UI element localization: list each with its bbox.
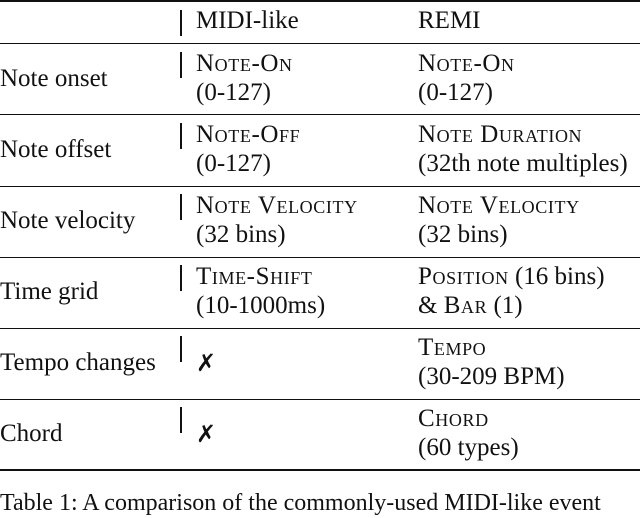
midi-note-off-token: Note-Off [196, 121, 301, 148]
midi-note-off-range: (0-127) [196, 150, 271, 177]
row-label-note-offset: Note offset [0, 136, 112, 163]
remi-position-token: Position [418, 263, 509, 290]
remi-bar-token: Bar [443, 292, 488, 319]
remi-note-on-token: Note-On [418, 50, 515, 77]
row-rule [0, 399, 640, 400]
remi-note-duration-range: (32th note multiples) [418, 150, 628, 177]
remi-bar-prefix: & [418, 292, 444, 319]
column-separator [180, 123, 182, 149]
row-label-note-velocity: Note velocity [0, 207, 136, 234]
remi-bar-cell [418, 291, 523, 321]
column-separator [180, 265, 182, 291]
remi-chord-token: Chord [418, 405, 489, 432]
midi-note-velocity-range: (32 bins) [196, 221, 286, 248]
remi-position-cell [418, 262, 605, 292]
midi-tempo-unsupported-mark: ✗ [196, 349, 217, 377]
table-top-rule [0, 0, 640, 2]
row-label-note-onset: Note onset [0, 65, 108, 92]
remi-note-on-range: (0-127) [418, 79, 493, 106]
table-header-rule [0, 43, 640, 44]
row-rule [0, 257, 640, 258]
remi-position-range: (16 bins) [508, 263, 605, 290]
row-label-tempo-changes: Tempo changes [0, 349, 156, 376]
midi-note-on-token: Note-On [196, 50, 293, 77]
table-caption: Table 1: A comparison of the commonly-used MIDI-like event [0, 490, 601, 516]
midi-time-shift-token: Time-Shift [196, 263, 313, 290]
remi-chord-range: (60 types) [418, 434, 519, 461]
midi-note-velocity-token: Note Velocity [196, 192, 358, 219]
remi-tempo-token: Tempo [418, 334, 487, 361]
midi-time-shift-range: (10-1000ms) [196, 292, 326, 319]
remi-bar-range: (1) [487, 292, 523, 319]
column-separator [180, 194, 182, 220]
remi-note-velocity-token: Note Velocity [418, 192, 580, 219]
row-rule [0, 114, 640, 115]
column-separator [180, 407, 182, 433]
table-bottom-rule [0, 469, 640, 471]
midi-note-on-range: (0-127) [196, 79, 271, 106]
remi-note-velocity-range: (32 bins) [418, 221, 508, 248]
column-header-midi-like: MIDI-like [196, 7, 299, 34]
row-label-chord: Chord [0, 420, 63, 447]
remi-note-duration-token: Note Duration [418, 121, 583, 148]
column-header-remi: REMI [418, 7, 481, 34]
remi-tempo-range: (30-209 BPM) [418, 363, 565, 390]
column-separator [180, 52, 182, 78]
midi-chord-unsupported-mark: ✗ [196, 420, 217, 448]
row-rule [0, 328, 640, 329]
row-label-time-grid: Time grid [0, 278, 99, 305]
column-separator [180, 10, 182, 36]
row-rule [0, 186, 640, 187]
column-separator [180, 336, 182, 362]
